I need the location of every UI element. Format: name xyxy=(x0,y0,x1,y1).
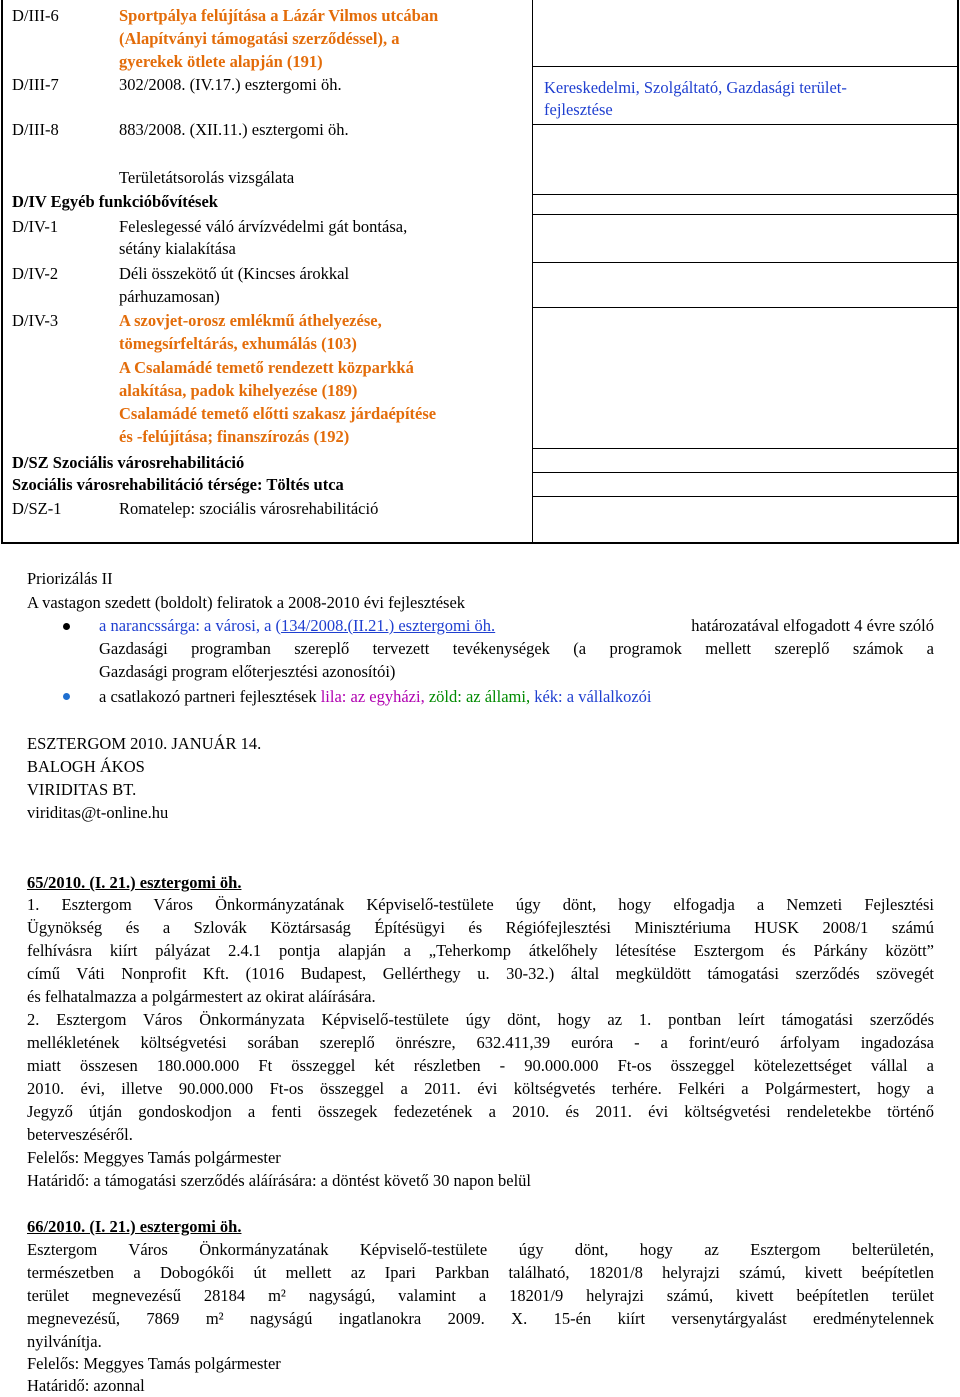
resolution-65-line: mellékletének költségvetési sorában szereplő önrészre, 632.411,39 euróra - a forint/euró árfolyam ingadozása xyxy=(27,1033,934,1052)
resolution-66-heading: 66/2010. (I. 21.) esztergomi öh. xyxy=(27,1217,242,1236)
row-code-d-iv-1: D/IV-1 xyxy=(12,217,59,236)
legend-intro: A vastagon szedett (boldolt) feliratok a 2008-2010 évi fejlesztések xyxy=(27,593,466,612)
bullet-icon xyxy=(63,693,70,700)
row-text: gyerekek ötlete alapján (191) xyxy=(119,52,323,71)
section-heading-d-sz: D/SZ Szociális városrehabilitáció xyxy=(12,453,245,472)
resolution-66-line: nyilvánítja. xyxy=(27,1332,102,1351)
row-text: Sportpálya felújítása a Lázár Vilmos utcában xyxy=(119,6,439,25)
row-text: tömegsírfeltárás, exhumálás (103) xyxy=(119,334,357,353)
row-text: A szovjet-orosz emlékmű áthelyezése, xyxy=(119,311,382,330)
resolution-66-responsible: Felelős: Meggyes Tamás polgármester xyxy=(27,1354,281,1373)
row-text: Területátsorolás vizsgálata xyxy=(119,168,295,187)
row-text: sétány kialakítása xyxy=(119,239,236,258)
row-text: 302/2008. (IV.17.) esztergomi öh. xyxy=(119,75,342,94)
right-column-text: Kereskedelmi, Szolgáltató, Gazdasági terület- xyxy=(544,78,847,97)
legend-title: Priorizálás II xyxy=(27,569,113,588)
row-code-d-iii-6: D/III-6 xyxy=(12,6,59,25)
resolution-66-line: természetben a Dobogókői út mellett az Ipari Parkban található, 18201/8 helyrajzi számú, kivett beépítetlen xyxy=(27,1263,934,1282)
resolution-66-deadline: Határidő: azonnal xyxy=(27,1376,145,1395)
resolution-link[interactable]: 134/2008.(II.21.) esztergomi öh. xyxy=(281,616,496,635)
row-text: és -felújítása; finanszírozás (192) xyxy=(119,427,350,446)
resolution-65-heading: 65/2010. (I. 21.) esztergomi öh. xyxy=(27,873,242,892)
signature-name: BALOGH ÁKOS xyxy=(27,757,145,776)
row-text: Romatelep: szociális városrehabilitáció xyxy=(119,499,379,518)
signature-company: VIRIDITAS BT. xyxy=(27,780,137,799)
resolution-65-line: felhívásra kiírt pályázat 2.4.1 pontja alapján a „Teherkomp átkelőhely létesítése Esztergom és Párkány között” xyxy=(27,941,934,960)
resolution-66-line: megnevezésű, 7869 m² nagyságú ingatlanokra 2009. X. 15-én kiírt versenytárgyalást eredménytelennek xyxy=(27,1309,934,1328)
signature-date: ESZTERGOM 2010. JANUÁR 14. xyxy=(27,734,262,753)
row-code-d-iii-8: D/III-8 xyxy=(12,120,59,139)
right-column-text: fejlesztése xyxy=(544,100,613,119)
resolution-65-line: Jegyző útján gondoskodjon a fenti összegek fedezetének a 2010. és 2011. évi költségvetési rendeletekbe történő xyxy=(27,1102,934,1121)
resolution-66-line: Esztergom Város Önkormányzatának Képviselő-testülete úgy dönt, hogy az Esztergom belterületén, xyxy=(27,1240,934,1259)
row-text: Csalamádé temető előtti szakasz járdaépítése xyxy=(119,404,437,423)
legend-bullet1-line3: Gazdasági program előterjesztési azonosítói) xyxy=(99,662,396,681)
row-text: Déli összekötő út (Kincses árokkal xyxy=(119,264,350,283)
row-code-d-iii-7: D/III-7 xyxy=(12,75,59,94)
resolution-65-line: 2. Esztergom Város Önkormányzata Képviselő-testülete úgy dönt, hogy az 1. pontban leírt támogatási szerződés xyxy=(27,1010,934,1029)
legend-bullet1-line2: Gazdasági programban szereplő tervezett tevékenységek (a programok mellett szereplő számok a xyxy=(99,639,934,658)
legend-bullet1-line1: a narancssárga: a városi, a (134/2008.(II.21.) esztergomi öh. határozatával elfogadott 4 évre szóló xyxy=(99,616,934,635)
section-subheading-d-sz: Szociális városrehabilitáció térsége: Töltés utca xyxy=(12,475,344,494)
resolution-65-line: miatt összesen 180.000.000 Ft összeggel két részletben - 90.000.000 Ft-os összeggel kötelezettséget vállal a xyxy=(27,1056,934,1075)
resolution-66-line: terület megnevezésű 28184 m² nagyságú, valamint a 18201/9 helyrajzi számú, kivett beépítetlen terület xyxy=(27,1286,934,1305)
row-text: Feleslegessé váló árvízvédelmi gát bontása, xyxy=(119,217,408,236)
section-heading-d-iv: D/IV Egyéb funkcióbővítések xyxy=(12,192,218,211)
row-text: (Alapítványi támogatási szerződéssel), a xyxy=(119,29,400,48)
resolution-65-deadline: Határidő: a támogatási szerződés aláírására: a döntést követő 30 napon belül xyxy=(27,1171,531,1190)
row-text: alakítása, padok kihelyezése (189) xyxy=(119,381,358,400)
resolution-65-line: Ügynökség és a Szlovák Köztársaság Építésügyi és Régiófejlesztési Minisztériuma HUSK 2008/1 számú xyxy=(27,918,934,937)
row-code-d-iv-2: D/IV-2 xyxy=(12,264,59,283)
row-text: 883/2008. (XII.11.) esztergomi öh. xyxy=(119,120,349,139)
row-text: párhuzamosan) xyxy=(119,287,220,306)
bullet-icon xyxy=(63,623,70,630)
resolution-65-line: 1. Esztergom Város Önkormányzatának Képviselő-testülete úgy dönt, hogy elfogadja a Nemzeti Fejlesztési xyxy=(27,895,934,914)
resolution-65-line: beterveszéséről. xyxy=(27,1125,133,1144)
signature-email: viriditas@t-online.hu xyxy=(27,803,169,822)
resolution-65-line: című Váti Nonprofit Kft. (1016 Budapest, Gellérthegy u. 30-32.) által megküldött támogatási szerződés szövegét xyxy=(27,964,934,983)
row-code-d-iv-3: D/IV-3 xyxy=(12,311,59,330)
resolution-65-line: 2010. évi, illetve 90.000.000 Ft-os összeggel a 2011. évi költségvetés terhére. Felkéri a Polgármestert, hogy a xyxy=(27,1079,934,1098)
legend-bullet2: a csatlakozó partneri fejlesztések lila: az egyházi, zöld: az állami, kék: a vállalkozói xyxy=(99,687,652,706)
row-text: A Csalamádé temető rendezett közparkká xyxy=(119,358,414,377)
row-code-d-sz-1: D/SZ-1 xyxy=(12,499,62,518)
resolution-65-line: és felhatalmazza a polgármestert az okirat aláírására. xyxy=(27,987,376,1006)
resolution-65-responsible: Felelős: Meggyes Tamás polgármester xyxy=(27,1148,281,1167)
